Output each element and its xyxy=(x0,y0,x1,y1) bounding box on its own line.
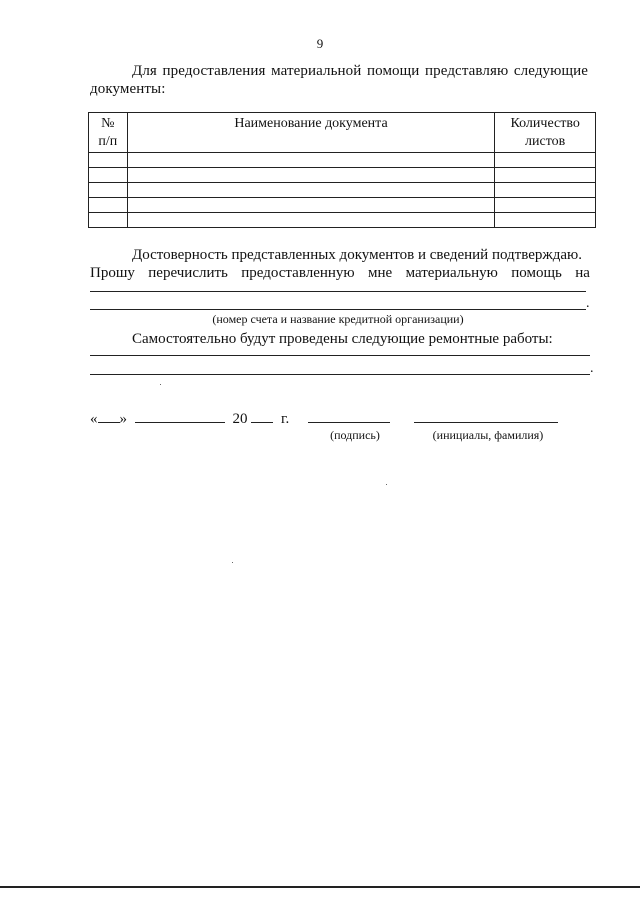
date-row xyxy=(90,408,289,428)
confirmation-text: Достоверность представленных документов и сведений подтверждаю. xyxy=(132,247,582,263)
account-period: . xyxy=(586,296,590,311)
page-number: 9 xyxy=(316,36,324,51)
table-cell-qty[interactable] xyxy=(495,213,596,228)
date-open-quote: « xyxy=(90,411,98,427)
table-cell-number[interactable] xyxy=(89,213,128,228)
signature-field[interactable] xyxy=(308,422,390,423)
month-field[interactable] xyxy=(135,408,225,423)
table-cell-number[interactable] xyxy=(89,198,128,213)
name-caption: (инициалы, фамилия) xyxy=(432,428,544,442)
table-header-row xyxy=(89,113,596,153)
year-field[interactable] xyxy=(251,408,273,423)
header-number xyxy=(89,113,128,153)
header-number-line1: № xyxy=(101,116,115,131)
repair-works-text: Самостоятельно будут проведены следующие ремонтные работы: xyxy=(132,331,553,347)
transfer-word: помощь xyxy=(511,265,562,281)
header-document-name xyxy=(127,113,495,153)
table-cell-number[interactable] xyxy=(89,183,128,198)
table-cell-name[interactable] xyxy=(127,198,495,213)
table-cell-name[interactable] xyxy=(127,183,495,198)
transfer-word: материальную xyxy=(405,265,498,281)
documents-table xyxy=(88,112,596,228)
day-field[interactable] xyxy=(98,408,120,423)
table-row xyxy=(89,168,596,183)
table-cell-name[interactable] xyxy=(127,153,495,168)
header-sheet-count-line1: Количество xyxy=(510,116,580,131)
transfer-word: Прошу xyxy=(90,265,135,281)
signature-caption: (подпись) xyxy=(330,428,380,442)
year-prefix: 20 xyxy=(232,411,248,427)
name-field[interactable] xyxy=(414,422,558,423)
intro-paragraph: Для предоставления материальной помощи представляю следующие документы: xyxy=(90,63,588,97)
year-suffix: г. xyxy=(281,411,290,427)
transfer-word: предоставленную xyxy=(241,265,355,281)
table-row xyxy=(89,198,596,213)
date-close-quote: » xyxy=(119,411,127,427)
table-cell-name[interactable] xyxy=(127,168,495,183)
account-field-line-2[interactable] xyxy=(90,309,586,310)
table-cell-number[interactable] xyxy=(89,168,128,183)
table-row xyxy=(89,183,596,198)
table-row xyxy=(89,153,596,168)
table-cell-qty[interactable] xyxy=(495,168,596,183)
table-cell-qty[interactable] xyxy=(495,153,596,168)
transfer-word: на xyxy=(575,265,590,281)
scan-speck xyxy=(232,562,233,563)
table-row xyxy=(89,213,596,228)
transfer-word: мне xyxy=(368,265,393,281)
transfer-request-line xyxy=(90,264,590,282)
table-cell-number[interactable] xyxy=(89,153,128,168)
table-cell-qty[interactable] xyxy=(495,183,596,198)
scan-speck xyxy=(160,384,161,385)
footer-rule xyxy=(0,886,640,888)
header-sheet-count-line2: листов xyxy=(525,134,566,149)
table-cell-name[interactable] xyxy=(127,213,495,228)
transfer-word: перечислить xyxy=(148,265,228,281)
account-field-line-1[interactable] xyxy=(90,291,586,292)
scan-speck xyxy=(386,484,387,485)
header-document-name-text: Наименование документа xyxy=(234,116,388,131)
repair-works-period: . xyxy=(590,361,594,376)
header-number-line2: п/п xyxy=(98,134,118,149)
header-sheet-count xyxy=(495,113,596,153)
repair-works-line-1[interactable] xyxy=(90,355,590,356)
account-caption: (номер счета и название кредитной организации) xyxy=(212,312,464,326)
repair-works-line-2[interactable] xyxy=(90,374,590,375)
table-cell-qty[interactable] xyxy=(495,198,596,213)
